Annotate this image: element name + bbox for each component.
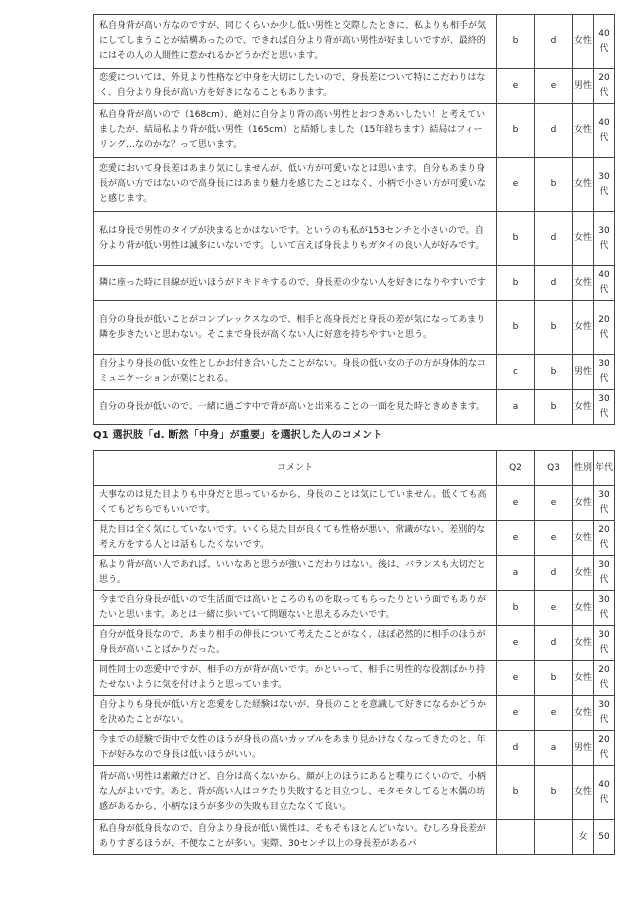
q3-cell: d — [535, 556, 573, 591]
comment-cell: 私より背が高い人であれば、いいなあと思うが強いこだわりはない。後は、バランスも大切だと思う。 — [94, 556, 497, 591]
age-cell: 30代 — [594, 486, 615, 521]
age-cell: 20代 — [594, 301, 615, 355]
q2-cell: b — [497, 766, 535, 820]
header-comment: コメント — [94, 451, 497, 486]
comment-cell: 私自身が低身長なので、自分より身長が低い異性は、そもそもほとんどいない。むしろ身長差がありすぎるほうが、不便なことが多い。実際、30センチ以上の身長差があるパ — [94, 820, 497, 855]
age-cell: 20代 — [594, 521, 615, 556]
q3-cell: e — [535, 521, 573, 556]
table-row — [94, 731, 615, 766]
q3-cell: e — [535, 69, 573, 104]
gender-cell: 女性 — [573, 696, 594, 731]
age-cell: 40代 — [594, 766, 615, 820]
comments-table-d — [93, 450, 615, 855]
gender-cell: 女 — [573, 820, 594, 855]
age-cell: 20代 — [594, 69, 615, 104]
q2-cell: a — [497, 556, 535, 591]
gender-cell: 男性 — [573, 69, 594, 104]
q3-cell: d — [535, 266, 573, 301]
gender-cell: 女性 — [573, 591, 594, 626]
table-header-row — [94, 451, 615, 486]
table-row — [94, 521, 615, 556]
age-cell: 40代 — [594, 266, 615, 301]
age-cell: 30代 — [594, 626, 615, 661]
table-row — [94, 266, 615, 301]
comment-cell: 今までの経験で街中で女性のほうが身長の高いカップルをあまり見かけなくなってきたのと、年下が好みなので身長は低いほうがいい。 — [94, 731, 497, 766]
comment-cell: 今まで自分身長が低いので生活面では高いところのものを取ってもらったりという面でもありがたいと思います。あとは一緒に歩いていて問題ないと思えるみたいです。 — [94, 591, 497, 626]
q2-cell: e — [497, 696, 535, 731]
comment-cell: 恋愛については、外見より性格など中身を大切にしたいので、身長差について特にこだわりはなく、自分より身長が高い方を好きになることもあります。 — [94, 69, 497, 104]
age-cell: 40代 — [594, 104, 615, 158]
comment-cell: 見た目は全く気にしていないです。いくら見た目が良くても性格が悪い、常識がない、差別的な考え方をする人とは話もしたくないです。 — [94, 521, 497, 556]
table-row — [94, 390, 615, 425]
q3-cell — [535, 820, 573, 855]
header-gender: 性別 — [573, 451, 594, 486]
q3-cell: e — [535, 591, 573, 626]
q3-cell: b — [535, 766, 573, 820]
q2-cell — [497, 820, 535, 855]
age-cell: 30代 — [594, 591, 615, 626]
comment-cell: 私は身長で男性のタイプが決まるとかはないです。というのも私が153センチと小さいので。自分より背が低い男性は滅多にいないです。しいて言えば身長よりもガタイの良い人が好みです。 — [94, 212, 497, 266]
q2-cell: b — [497, 301, 535, 355]
q2-cell: e — [497, 486, 535, 521]
comment-cell: 自分の身長が低いことがコンプレックスなので、相手と高身長だと身長の差が気になってあまり隣を歩きたいと思わない。そこまで身長が高くない人に好意を持ちやすいと思う。 — [94, 301, 497, 355]
comment-cell: 自分が低身長なので、あまり相手の伸長について考えたことがなく、ほぼ必然的に相手のほうが身長が高いことばかりだった。 — [94, 626, 497, 661]
table-row — [94, 556, 615, 591]
q3-cell: b — [535, 301, 573, 355]
age-cell: 30代 — [594, 696, 615, 731]
comment-cell: 私自身背が高い方なのですが、同じくらいか少し低い男性と交際したときに、私よりも相手が気にしてしまうことが結構あったので、できれば自分より背が高い男性が好ましいですが、最終的にはその人の人間性に惹かれるかどうかだと思います。 — [94, 15, 497, 69]
gender-cell: 女性 — [573, 266, 594, 301]
gender-cell: 女性 — [573, 556, 594, 591]
table-row — [94, 486, 615, 521]
gender-cell: 男性 — [573, 731, 594, 766]
gender-cell: 女性 — [573, 212, 594, 266]
gender-cell: 女性 — [573, 521, 594, 556]
gender-cell: 女性 — [573, 158, 594, 212]
table-row — [94, 626, 615, 661]
age-cell: 30代 — [594, 212, 615, 266]
comment-cell: 大事なのは見た目よりも中身だと思っているから、身長のことは気にしていません。低くても高くてもどちらでもいいです。 — [94, 486, 497, 521]
age-cell: 30代 — [594, 158, 615, 212]
table-row — [94, 661, 615, 696]
section-heading: Q1 選択肢「d. 断然「中身」が重要」を選択した人のコメント — [93, 430, 383, 441]
comment-cell: 背が高い男性は素敵だけど、自分は高くないから、顔が上のほうにあると喋りにくいので、小柄な人がよいです。あと、背が高い人はコケたり失敗すると目立つし、モタモタしてると木偶の坊感があるから、小柄なほうが多少の失敗も目立たなくて良い。 — [94, 766, 497, 820]
q3-cell: b — [535, 158, 573, 212]
q3-cell: a — [535, 731, 573, 766]
q2-cell: c — [497, 355, 535, 390]
q3-cell: b — [535, 390, 573, 425]
age-cell: 40代 — [594, 15, 615, 69]
table-row — [94, 212, 615, 266]
gender-cell: 女性 — [573, 661, 594, 696]
comment-cell: 恋愛において身長差はあまり気にしませんが、低い方が可愛いなとは思います。自分もあまり身長が高い方ではないので高身長にはあまり魅力を感じたことはなく、小柄で小さい方が可愛いなと感じます。 — [94, 158, 497, 212]
age-cell: 30代 — [594, 556, 615, 591]
table-row — [94, 355, 615, 390]
q3-cell: d — [535, 104, 573, 158]
gender-cell: 女性 — [573, 390, 594, 425]
comments-table-continued — [93, 14, 615, 425]
gender-cell: 女性 — [573, 486, 594, 521]
table-row — [94, 696, 615, 731]
q2-cell: b — [497, 15, 535, 69]
q2-cell: e — [497, 521, 535, 556]
comment-cell: 自分よりも身長が低い方と恋愛をした経験はないが、身長のことを意識して好きになるかどうかを決めたことがない。 — [94, 696, 497, 731]
q3-cell: d — [535, 212, 573, 266]
q2-cell: e — [497, 69, 535, 104]
q2-cell: b — [497, 212, 535, 266]
header-q3: Q3 — [535, 451, 573, 486]
comment-cell: 隣に座った時に目線が近いほうがドキドキするので、身長差の少ない人を好きになりやすいです — [94, 266, 497, 301]
q2-cell: b — [497, 266, 535, 301]
age-cell: 30代 — [594, 355, 615, 390]
age-cell: 20代 — [594, 731, 615, 766]
q2-cell: b — [497, 104, 535, 158]
age-cell: 20代 — [594, 661, 615, 696]
comment-cell: 同性同士の恋愛中ですが、相手の方が背が高いです。かといって、相手に男性的な役割ばかり持たせないように気を付けようと思っています。 — [94, 661, 497, 696]
table-row — [94, 301, 615, 355]
q3-cell: b — [535, 661, 573, 696]
table-row — [94, 158, 615, 212]
table-row — [94, 820, 615, 855]
table-row — [94, 69, 615, 104]
q2-cell: e — [497, 158, 535, 212]
comment-cell: 自分の身長が低いので、一緒に過ごす中で背が高いと出来ることの一面を見た時ときめきます。 — [94, 390, 497, 425]
comment-cell: 自分より身長の低い女性としかお付き合いしたことがない。身長の低い女の子の方が身体的なコミュニケーションが楽にとれる。 — [94, 355, 497, 390]
q2-cell: b — [497, 591, 535, 626]
q2-cell: e — [497, 626, 535, 661]
table-row — [94, 104, 615, 158]
comment-cell: 私自身背が高いので（168cm）、絶対に自分より背の高い男性とおつきあいしたい！と考えていましたが、結局私より背が低い男性（165cm）と結婚しました（15年経ちます）結局はフィーリング…なのかな？って思います。 — [94, 104, 497, 158]
gender-cell: 女性 — [573, 766, 594, 820]
age-cell: 50 — [594, 820, 615, 855]
q3-cell: e — [535, 696, 573, 731]
q3-cell: d — [535, 15, 573, 69]
q2-cell: d — [497, 731, 535, 766]
table-row — [94, 15, 615, 69]
gender-cell: 男性 — [573, 355, 594, 390]
q3-cell: b — [535, 355, 573, 390]
table-row — [94, 766, 615, 820]
q3-cell: d — [535, 626, 573, 661]
q2-cell: a — [497, 390, 535, 425]
header-age: 年代 — [594, 451, 615, 486]
gender-cell: 女性 — [573, 626, 594, 661]
q2-cell: e — [497, 661, 535, 696]
q3-cell: e — [535, 486, 573, 521]
header-q2: Q2 — [497, 451, 535, 486]
gender-cell: 女性 — [573, 15, 594, 69]
gender-cell: 女性 — [573, 301, 594, 355]
gender-cell: 女性 — [573, 104, 594, 158]
age-cell: 30代 — [594, 390, 615, 425]
table-row — [94, 591, 615, 626]
